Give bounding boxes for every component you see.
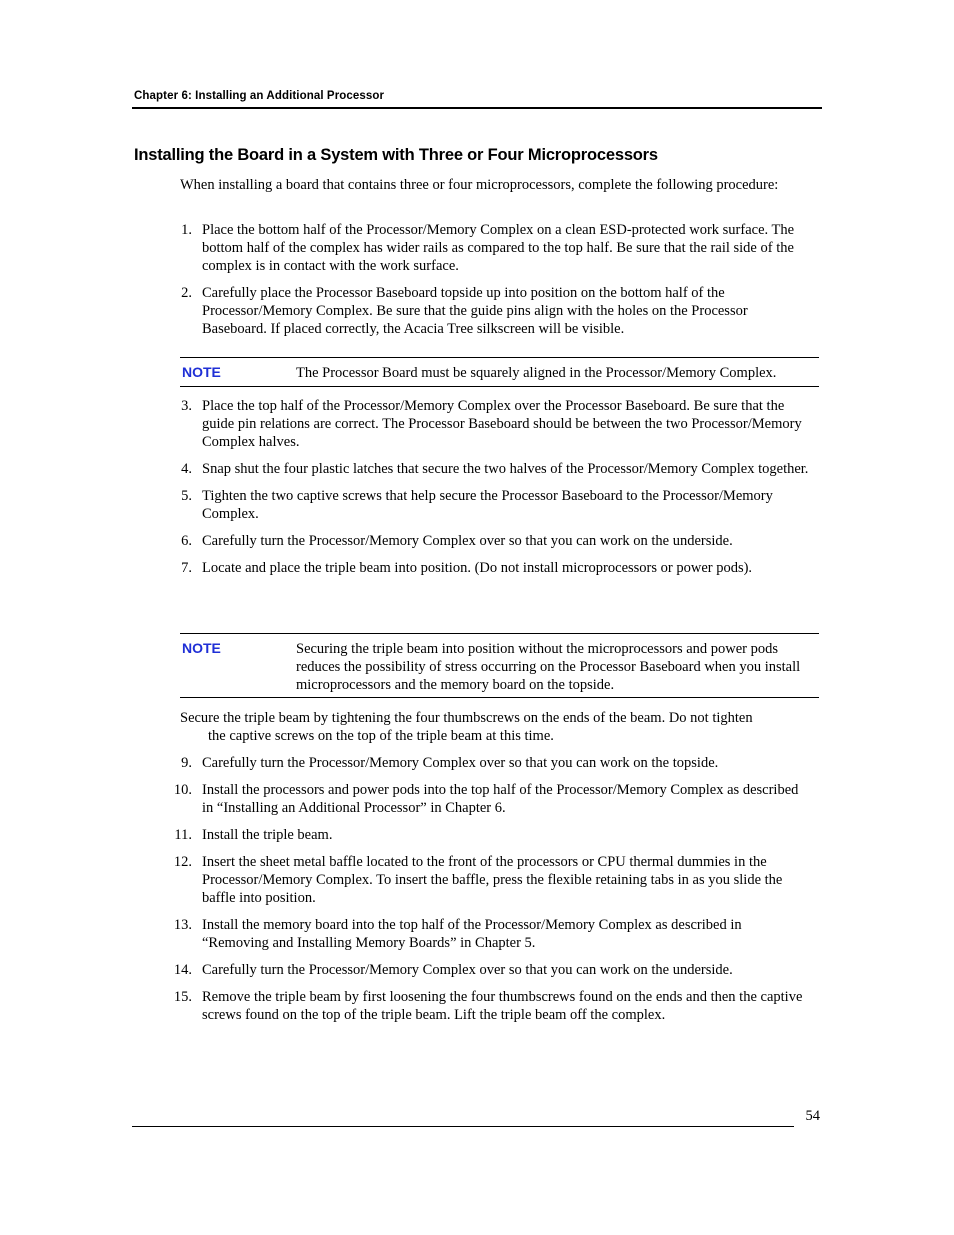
step-number: 7. bbox=[181, 560, 192, 576]
footer-rule bbox=[132, 1126, 794, 1127]
note-label: NOTE bbox=[182, 640, 221, 656]
step-text: Insert the sheet metal baffle located to the front of the processors or CPU thermal dummies in the Processor/Memory Complex. To insert the baffle, press the flexible retaining tabs in as you slide the baffle into position. bbox=[202, 854, 783, 906]
section-title: Installing the Board in a System with Three or Four Microprocessors bbox=[134, 146, 658, 164]
step-text: Tighten the two captive screws that help secure the Processor Baseboard to the Processor/Memory Complex. bbox=[202, 488, 773, 522]
note-box bbox=[180, 633, 819, 698]
step-item bbox=[170, 988, 810, 1024]
step-text: Snap shut the four plastic latches that secure the two halves of the Processor/Memory Complex together. bbox=[202, 461, 809, 477]
step-item bbox=[170, 397, 810, 451]
steps-list-part1 bbox=[170, 221, 810, 347]
note-text: The Processor Board must be squarely aligned in the Processor/Memory Complex. bbox=[296, 365, 777, 381]
step-number: 1. bbox=[181, 222, 192, 238]
step-item bbox=[170, 221, 810, 275]
step-number: 13. bbox=[173, 917, 192, 933]
step-text: Carefully turn the Processor/Memory Complex over so that you can work on the topside. bbox=[202, 755, 719, 771]
step-text: Locate and place the triple beam into position. (Do not install microprocessors or power pods). bbox=[202, 560, 753, 576]
header-rule bbox=[132, 107, 822, 109]
step-text: Carefully turn the Processor/Memory Complex over so that you can work on the underside. bbox=[202, 533, 733, 549]
secure-line-1: Secure the triple beam by tightening the four thumbscrews on the ends of the beam. Do not tighten bbox=[180, 710, 753, 726]
step-item bbox=[170, 961, 810, 979]
step-number: 12. bbox=[173, 854, 192, 870]
step-item bbox=[170, 284, 810, 338]
note-box bbox=[180, 357, 819, 387]
step-number: 9. bbox=[181, 755, 192, 771]
step-item bbox=[170, 559, 810, 577]
step-text: Remove the triple beam by first loosening the four thumbscrews found on the ends and then the captive screws found on the top of the triple beam. Lift the triple beam off the complex. bbox=[202, 989, 803, 1023]
step-number: 3. bbox=[181, 398, 192, 414]
step-number: 15. bbox=[173, 989, 192, 1005]
step-text: Install the processors and power pods into the top half of the Processor/Memory Complex as described in “Installing an Additional Processor” in Chapter 6. bbox=[202, 782, 799, 816]
step-item bbox=[170, 853, 810, 907]
secure-beam-paragraph bbox=[180, 709, 810, 745]
running-header: Chapter 6: Installing an Additional Processor bbox=[134, 90, 385, 102]
step-text: Install the triple beam. bbox=[202, 827, 333, 843]
note-label: NOTE bbox=[182, 364, 221, 380]
step-number: 6. bbox=[181, 533, 192, 549]
step-number: 14. bbox=[173, 962, 192, 978]
step-number: 10. bbox=[173, 782, 192, 798]
step-item bbox=[170, 781, 810, 817]
step-text: Install the memory board into the top half of the Processor/Memory Complex as described in “Removing and Installing Memory Boards” in Chapter 5. bbox=[202, 917, 742, 951]
note-text: Securing the triple beam into position without the microprocessors and power pods reduces the possibility of stress occurring on the Processor Baseboard when you install microprocessors and the memory board on the topside. bbox=[296, 641, 801, 693]
page-number: 54 bbox=[805, 1108, 820, 1124]
step-item bbox=[170, 487, 810, 523]
step-item bbox=[170, 826, 810, 844]
step-number: 2. bbox=[181, 285, 192, 301]
step-text: Carefully place the Processor Baseboard topside up into position on the bottom half of the Processor/Memory Complex. Be sure that the guide pins align with the holes on the Processor Baseboard. If placed correctly, the Acacia Tree silkscreen will be visible. bbox=[202, 285, 748, 337]
step-item bbox=[170, 754, 810, 772]
secure-line-2: the captive screws on the top of the triple beam at this time. bbox=[208, 728, 554, 744]
step-item bbox=[170, 916, 810, 952]
intro-paragraph: When installing a board that contains three or four microprocessors, complete the following procedure: bbox=[180, 177, 779, 193]
step-text: Place the top half of the Processor/Memory Complex over the Processor Baseboard. Be sure that the guide pin relations are correct. The Processor Baseboard should be between the two Processor/Memory Complex halves. bbox=[202, 398, 802, 450]
steps-list-part3 bbox=[170, 754, 810, 1033]
step-text: Place the bottom half of the Processor/Memory Complex on a clean ESD-protected work surface. The bottom half of the complex has wider rails as compared to the top half. Be sure that the rail side of the complex is in contact with the work surface. bbox=[202, 222, 795, 274]
step-item bbox=[170, 532, 810, 550]
step-number: 4. bbox=[181, 461, 192, 477]
step-item bbox=[170, 460, 810, 478]
steps-list-part2 bbox=[170, 397, 810, 586]
step-text: Carefully turn the Processor/Memory Complex over so that you can work on the underside. bbox=[202, 962, 733, 978]
step-number: 5. bbox=[181, 488, 192, 504]
step-number: 11. bbox=[174, 827, 192, 843]
